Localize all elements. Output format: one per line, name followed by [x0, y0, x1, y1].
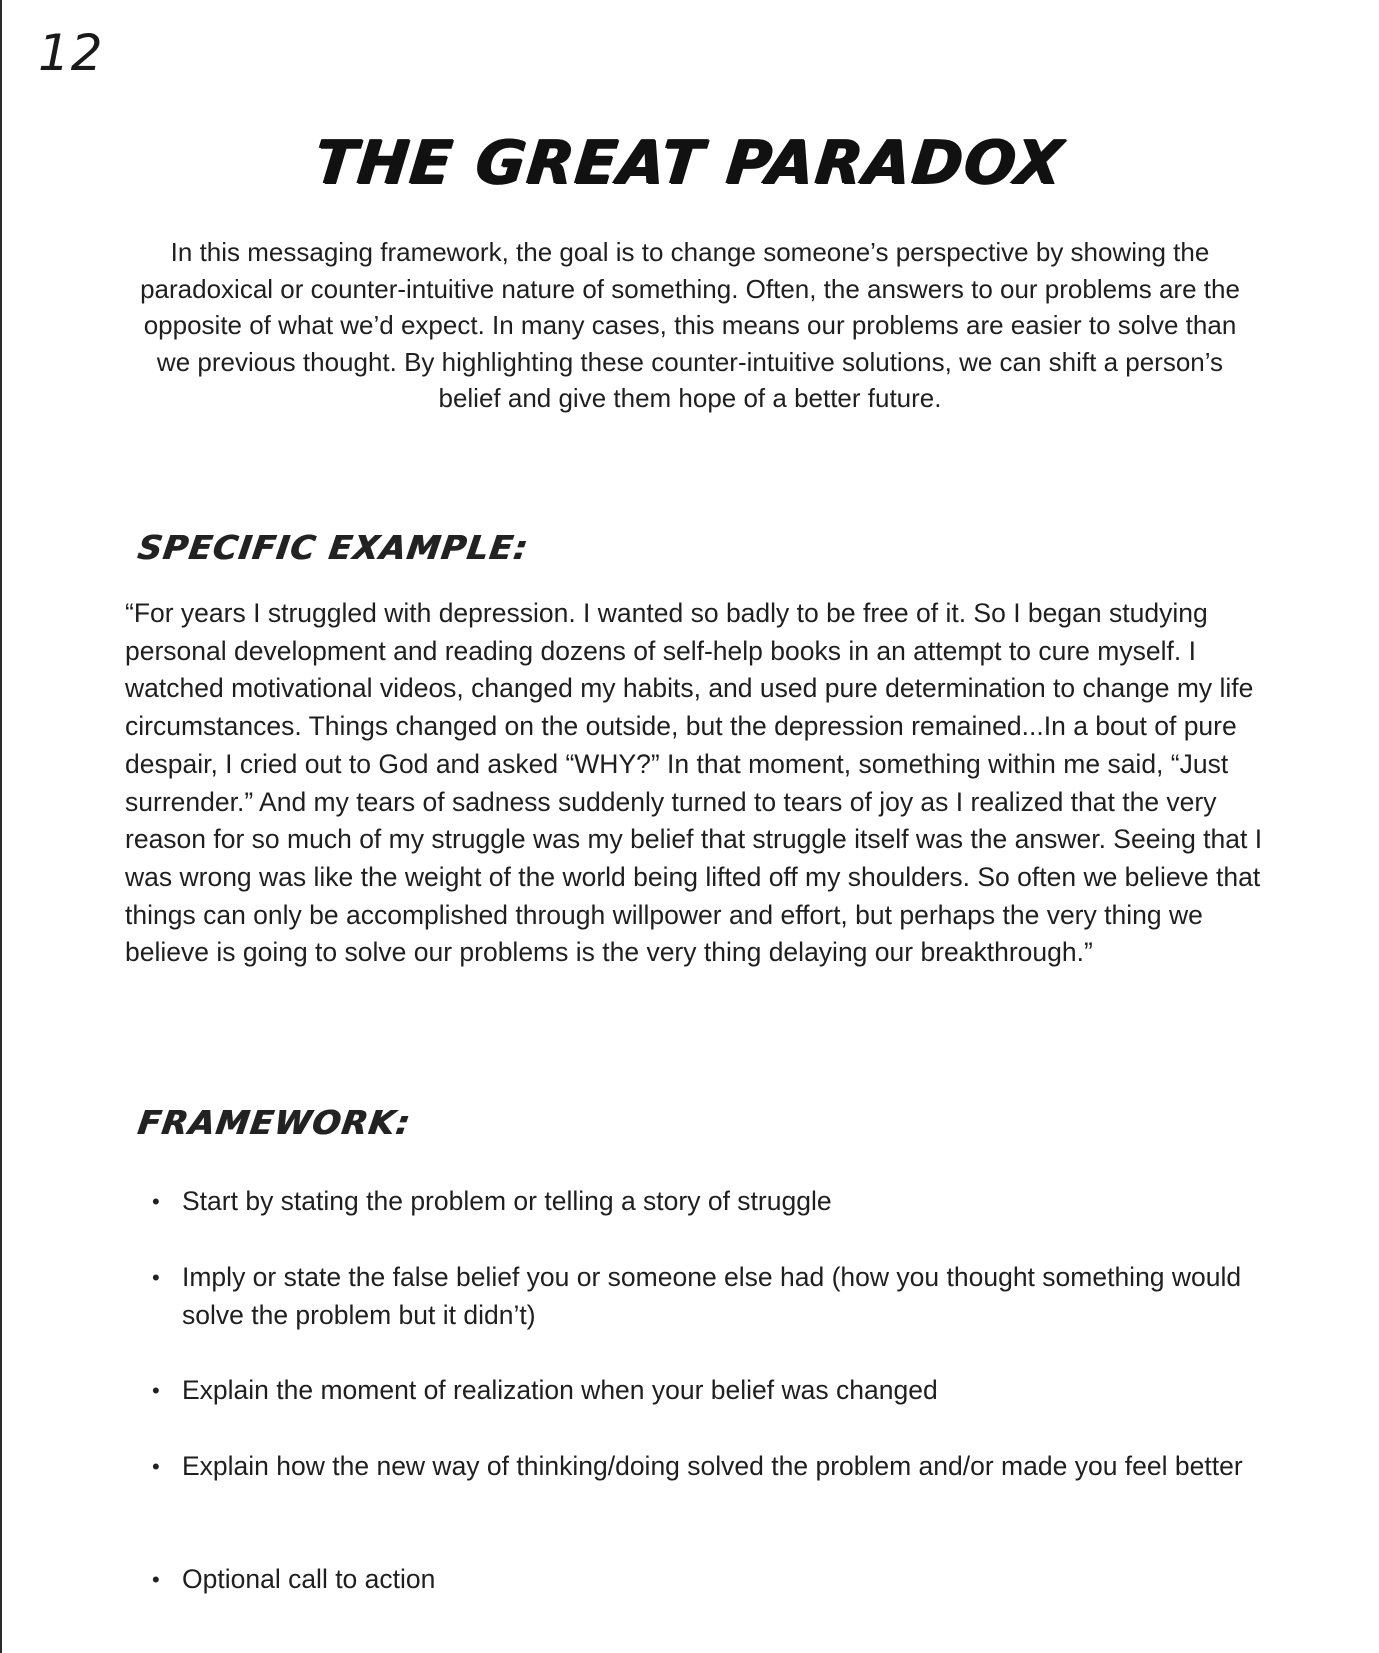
bullet-icon: •: [152, 1189, 160, 1214]
bullet-icon: •: [152, 1567, 160, 1592]
bullet-icon: •: [152, 1454, 160, 1479]
bullet-icon: •: [152, 1378, 160, 1403]
framework-item-text: Start by stating the problem or telling a story of struggle: [182, 1186, 832, 1216]
framework-item-text: Explain the moment of realization when your belief was changed: [182, 1375, 938, 1405]
framework-item-text: Explain how the new way of thinking/doing solved the problem and/or made you feel better: [182, 1451, 1243, 1481]
bullet-icon: •: [152, 1265, 160, 1290]
framework-heading: FRAMEWORK:: [135, 1103, 414, 1142]
example-quote: “For years I struggled with depression. I wanted so badly to be free of it. So I began studying personal development and reading dozens of self-help books in an attempt to cure myself. I watched motivational videos, changed my habits, and used pure determination to change my life circumstances. Things changed on the outside, but the depression remained...In a bout of pure despair, I cried out to God and asked “WHY?” In that moment, something within me said, “Just surrender.” And my tears of sadness suddenly turned to tears of joy as I realized that the very reason for so much of my struggle was my belief that struggle itself was the answer. Seeing that I was wrong was like the weight of the world being lifted off my shoulders. So often we believe that things can only be accomplished through willpower and effort, but perhaps the very thing we believe is going to solve our problems is the very thing delaying our breakthrough.”: [125, 598, 1263, 968]
page-number: 12: [38, 24, 104, 82]
framework-item-text: Optional call to action: [182, 1564, 436, 1594]
page-title: THE GREAT PARADOX: [311, 128, 1068, 198]
intro-paragraph: In this messaging framework, the goal is to change someone’s perspective by showing the paradoxical or counter-intuitive nature of something. Often, the answers to our problems are the opposite of what we’d expect. In many cases, this means our problems are easier to solve than we previous thought. By highlighting these counter-intuitive solutions, we can shift a person’s belief and give them hope of a better future.: [140, 237, 1240, 413]
specific-example-heading: SPECIFIC EXAMPLE:: [135, 528, 532, 567]
framework-item-text: Imply or state the false belief you or someone else had (how you thought something would solve the problem but it didn’t): [182, 1262, 1242, 1330]
